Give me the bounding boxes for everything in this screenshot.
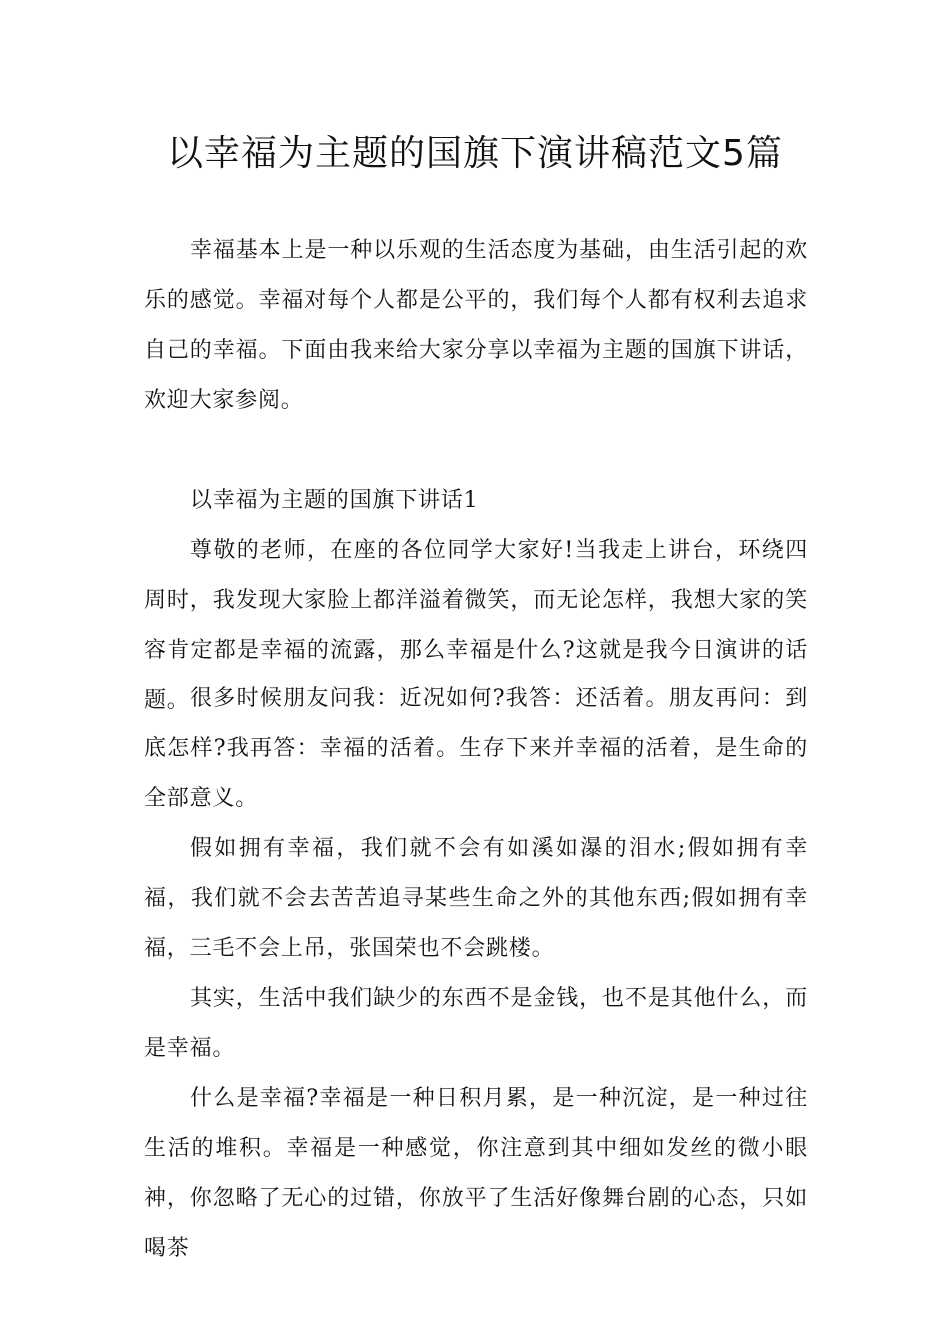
document-title: 以幸福为主题的国旗下演讲稿范文5篇	[167, 133, 783, 174]
speech-paragraph-4: 其实，生活中我们缺少的东西不是金钱，也不是其他什么，而是幸福。	[144, 986, 808, 1061]
speech-paragraph-5: 什么是幸福?幸福是一种日积月累，是一种沉淀，是一种过往生活的堆积。幸福是一种感觉，你注意到其中细如发丝的微小眼神，你忽略了无心的过错，你放平了生活好像舞台剧的心态，只如喝茶	[144, 1086, 808, 1261]
speech-paragraph-3: 假如拥有幸福，我们就不会有如溪如瀑的泪水;假如拥有幸福，我们就不会去苦苦追寻某些生命之外的其他东西;假如拥有幸福，三毛不会上吊，张国荣也不会跳楼。	[144, 836, 808, 961]
section-heading: 以幸福为主题的国旗下讲话1	[190, 488, 479, 513]
speech-paragraph-1: 尊敬的老师，在座的各位同学大家好!当我走上讲台，环绕四周时，我发现大家脸上都洋溢着微笑，而无论怎样，我想大家的笑容肯定都是幸福的流露，那么幸福是什么?这就是我今日演讲的话题。	[144, 538, 808, 713]
speech-paragraph-2: 很多时候朋友问我：近况如何?我答：还活着。朋友再问：到底怎样?我再答：幸福的活着。生存下来并幸福的活着，是生命的全部意义。	[144, 686, 808, 811]
intro-paragraph: 幸福基本上是一种以乐观的生活态度为基础，由生活引起的欢乐的感觉。幸福对每个人都是公平的，我们每个人都有权利去追求自己的幸福。下面由我来给大家分享以幸福为主题的国旗下讲话，欢迎大家参阅。	[144, 238, 808, 413]
